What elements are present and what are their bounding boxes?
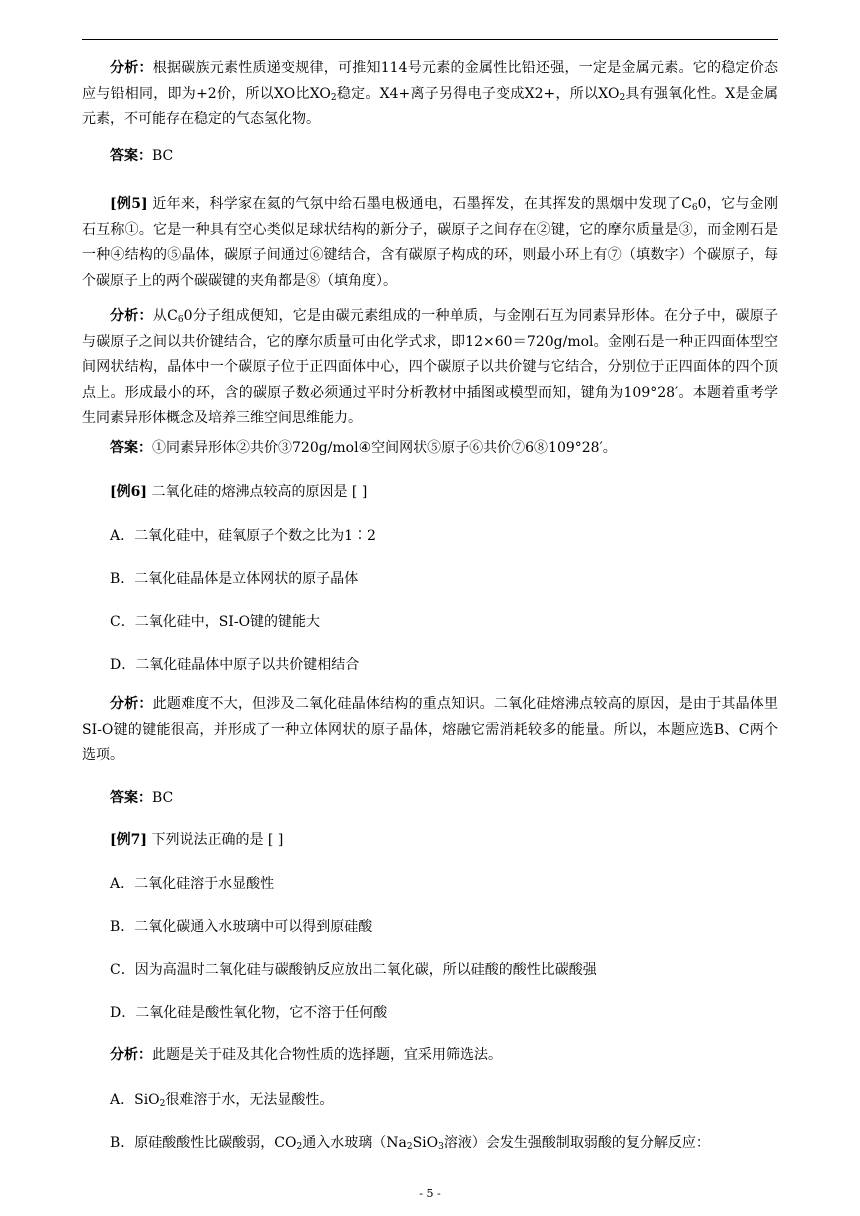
- example-label: [例7]: [110, 832, 147, 848]
- example-6-option-c: C．二氧化硅中，SI-O键的键能大: [110, 614, 321, 630]
- analysis-5-paragraph: 分析：从$C_60$分子组成便知，它是由碳元素组成的一种单质，与金刚石互为同素异形体。在分子中，碳原子与碳原子之间以共价键结合，它的摩尔质量可由化学式求，即12×60＝720g/mol。金刚石是一种正四面体型空间网状结构，晶体中一个碳原子位于正四面体中心，四个碳原子以共价键与它结合，分别位于正四面体的四个顶点上。形成最小的环，含的碳原子数必须通过平时分析教材中插图或模型而知，键角为109°28′。本题着重考学生同素异形体概念及培养三维空间思维能力。: [82, 308, 778, 426]
- answer-label: 答案：: [110, 440, 152, 456]
- analysis-6-paragraph: 分析：此题难度不大，但涉及二氧化硅晶体结构的重点知识。二氧化硅熔沸点较高的原因，是由于其晶体里SI-O键的键能很高，并形成了一种立体网状的原子晶体，熔融它需消耗较多的能量。所以，本题应选B、C两个选项。: [82, 696, 779, 763]
- answer-6-paragraph: 答案：BC: [110, 790, 174, 806]
- example-7-option-d: D．二氧化硅是酸性氧化物，它不溶于任何酸: [110, 1005, 388, 1021]
- analysis-label: 分析：: [110, 1047, 152, 1063]
- analysis-7-point-a: A．SiO$_2$很难溶于水，无法显酸性。: [110, 1092, 334, 1109]
- answer-label: 答案：: [110, 148, 152, 164]
- example-7-option-c: C．因为高温时二氧化硅与碳酸钠反应放出二氧化碳，所以硅酸的酸性比碳酸强: [110, 962, 597, 978]
- analysis-7-paragraph: 分析：此题是关于硅及其化合物性质的选择题，宜采用筛选法。: [110, 1047, 502, 1063]
- answer-5-paragraph: 答案：①同素异形体②共价③720g/mol④空间网状⑤原子⑥共价⑦6⑧109°28′。: [110, 440, 617, 456]
- example-5-question: [例5] 近年来，科学家在氦的气氛中给石墨电极通电，石墨挥发，在其挥发的黑烟中发现了$C_60$，它与金刚石互称①。它是一种具有空心类似足球状结构的新分子，碳原子之间存在②键，它的摩尔质量是③，而金刚石是一种④结构的⑤晶体，碳原子间通过⑥键结合，含有碳原子构成的环，则最小环上有⑦（填数字）个碳原子，每个碳原子上的两个碳碳键的夹角都是⑧（填角度）。: [82, 196, 778, 289]
- page-number: - 5 -: [419, 1187, 441, 1200]
- example-7-option-a: A．二氧化硅溶于水显酸性: [110, 876, 275, 892]
- analysis-label: 分析：: [110, 308, 153, 324]
- example-label: [例5]: [110, 196, 148, 212]
- example-6-question: [例6] 二氧化硅的熔沸点较高的原因是 [ ]: [110, 484, 368, 500]
- answer-label: 答案：: [110, 790, 152, 806]
- analysis-7-point-b: B．原硅酸酸性比碳酸弱，$CO_2$通入水玻璃（$Na_2SiO_3$溶液）会发生强酸制取弱酸的复分解反应：: [110, 1135, 710, 1152]
- example-6-option-d: D．二氧化硅晶体中原子以共价键相结合: [110, 657, 360, 673]
- analysis-label: 分析：: [110, 60, 153, 76]
- example-7-option-b: B．二氧化碳通入水玻璃中可以得到原硅酸: [110, 919, 373, 935]
- analysis-label: 分析：: [110, 696, 153, 712]
- example-6-option-b: B．二氧化硅晶体是立体网状的原子晶体: [110, 571, 359, 587]
- analysis-paragraph: 分析：根据碳族元素性质递变规律，可推知114号元素的金属性比铅还强，一定是金属元素。它的稳定价态应与铅相同，即为+2价，所以XO比$XO_2$稳定。X4+离子另得电子变成X2+，所以$XO_2$具有强氧化性。X是金属元素，不可能存在稳定的气态氢化物。: [82, 60, 778, 127]
- example-label: [例6]: [110, 484, 147, 500]
- header-rule: [82, 39, 778, 40]
- example-6-option-a: A．二氧化硅中，硅氧原子个数之比为1∶2: [110, 528, 376, 544]
- answer-paragraph: 答案：BC: [110, 148, 174, 164]
- example-7-question: [例7] 下列说法正确的是 [ ]: [110, 832, 284, 848]
